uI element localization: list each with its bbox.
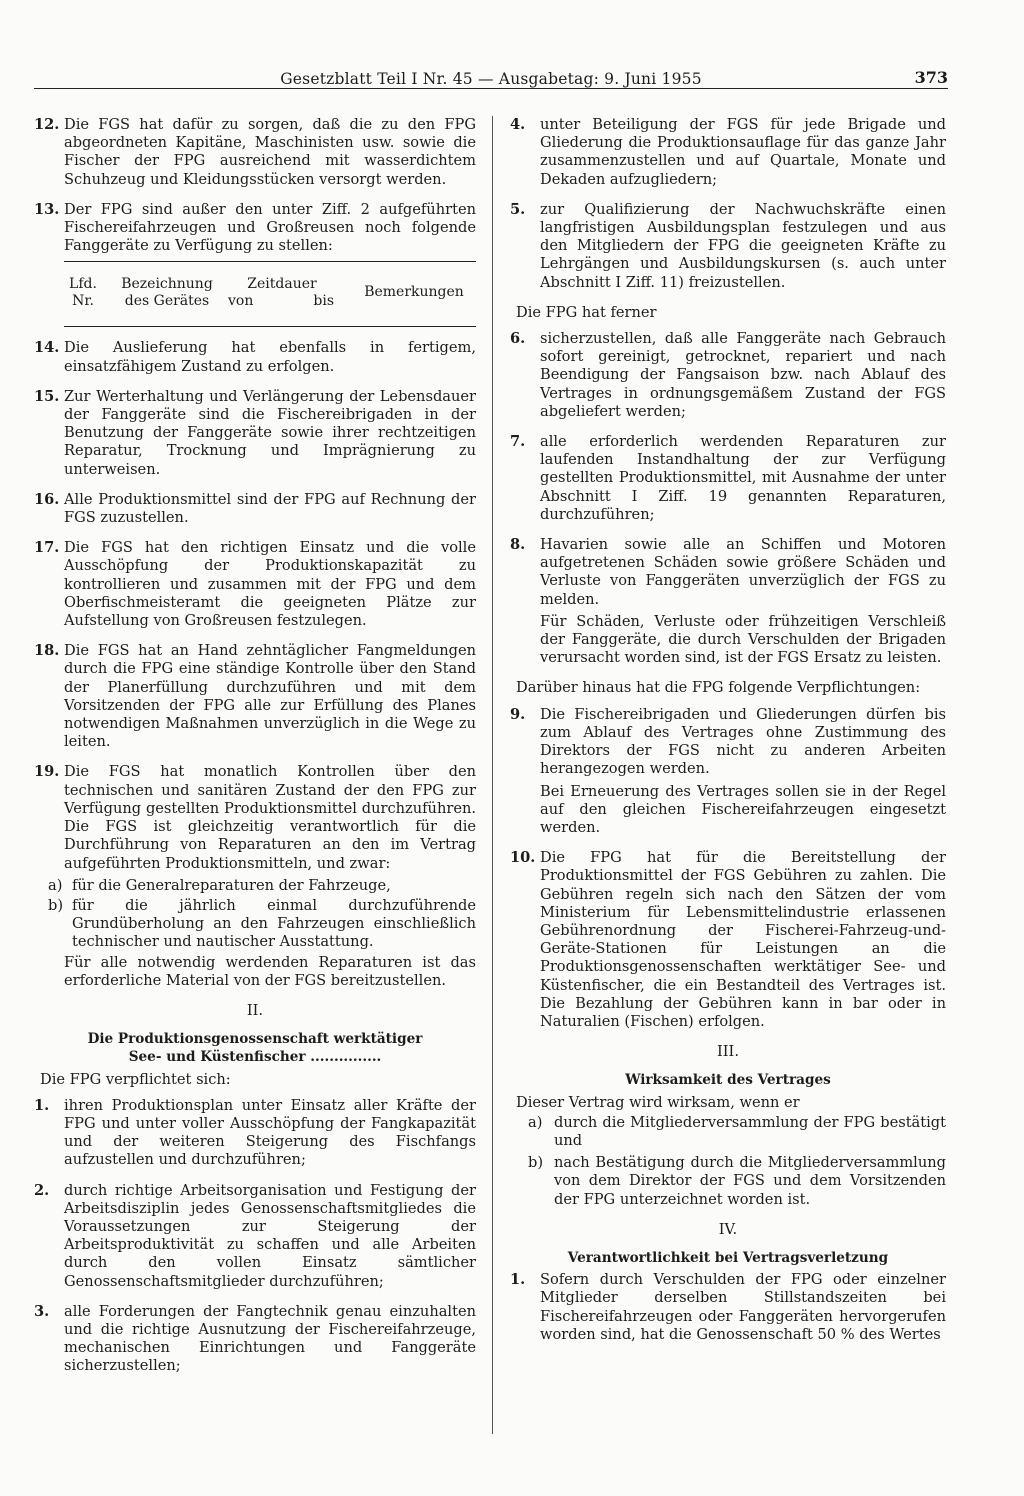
clause-text: Die FGS hat den richtigen Einsatz und die volle Ausschöpfung der Produktionskapazität zu kontrollieren und zusammen mit der FPG und dem Oberfischmeisteramt die geeigneten Plätze zur Aufstellung von Großreusen festzulegen.	[64, 539, 476, 630]
section-2-intro: Die FPG verpflichtet sich:	[40, 1070, 231, 1088]
section-4-title: Verantwortlichkeit bei Vertragsverletzung	[567, 1249, 889, 1266]
col-von: von	[228, 293, 254, 310]
section-3-numeral: III.	[717, 1043, 739, 1061]
duty-6	[510, 330, 946, 421]
clause-text: Sofern durch Verschulden der FPG oder einzelner Mitglieder derselben Stillstandszeiten bei Fischereifahrzeugen oder Fanggeräten hervorgerufen worden sind, hat die Genossenschaft 50 % des Wertes	[540, 1271, 946, 1343]
section-3-sub-b	[510, 1154, 946, 1209]
sub-letter: b)	[48, 896, 64, 914]
page-number: 373	[914, 68, 948, 87]
clause-19-sub-a	[34, 877, 476, 895]
col-von-bis	[222, 293, 342, 310]
left-column	[34, 116, 476, 1388]
clause-12	[34, 116, 476, 189]
clause-text: Die FPG hat für die Bereitstellung der Produktionsmittel der FGS Gebühren zu zahlen. Die Gebühren regeln sich nach den Sätzen der vom Ministerium für Lebensmittelindustrie erlassenen Gebührenordnung der Fischerei-Fahrzeug-und-Geräte-Stationen für Leistungen an die Produktionsgenossenschaften werktätiger See- und Küstenfischer, die ein Bestandteil des Vertrages ist. Die Bezahlung der Gebühren kann in bar oder in Naturalien (Fischen) erfolgen.	[540, 849, 946, 1030]
clause-number: 4.	[510, 116, 526, 133]
clause-text: Die FGS hat monatlich Kontrollen über den technischen und sanitären Zustand der den FPG zur Verfügung gestellten Produktionsmittel durchzuführen. Die FGS ist gleichzeitig verantwortlich für die Durchführung von Reparaturen an den im Vertrag aufgeführten Produktionsmitteln, und zwar:	[64, 763, 476, 872]
clause-number: 8.	[510, 536, 526, 554]
col-nr: Nr.	[72, 293, 94, 310]
ferner-intro: Die FPG hat ferner	[516, 303, 657, 321]
clause-number: 18.	[34, 642, 60, 660]
sub-text: für die jährlich einmal durchzuführende Grundüberholung an den Fahrzeugen einschließlich technischer und nautischer Ausstattung.	[72, 896, 476, 951]
col-bezeichnung-line1: Bezeichnung	[121, 276, 213, 293]
clause-number: 16.	[34, 490, 60, 508]
duty-2	[34, 1182, 476, 1291]
clause-text: alle erforderlich werdenden Reparaturen zur laufenden Instandhaltung der zur Verfügung gestellten Produktionsmittel, mit Ausnahme der unter Abschnitt I Ziff. 19 genannten Reparaturen, durchzuführen;	[540, 433, 946, 523]
clause-14	[34, 339, 476, 375]
clause-number: 13.	[34, 200, 60, 218]
clause-text: Die FGS hat an Hand zehntäglicher Fangmeldungen durch die FPG eine ständige Kontrolle über den Stand der Planerfüllung durchzuführen und mit dem Vorsitzenden der FPG alle zur Erfüllung des Planes notwendigen Maßnahmen unverzüglich in die Wege zu leiten.	[64, 642, 476, 751]
clause-number: 3.	[34, 1302, 50, 1320]
sub-letter: b)	[528, 1154, 544, 1172]
column-divider	[492, 116, 493, 1434]
duty-1	[34, 1097, 476, 1170]
col-zeitdauer-label: Zeitdauer	[247, 276, 317, 293]
sub-text: nach Bestätigung durch die Mitgliederversammlung von dem Direktor der FGS und dem Vorsitzenden der FPG unterzeichnet worden ist.	[554, 1154, 946, 1208]
col-lfd: Lfd.	[69, 276, 97, 293]
col-zeitdauer	[222, 276, 342, 310]
fanggeraete-table-header	[64, 261, 476, 327]
clause-17	[34, 539, 476, 630]
clause-text: durch richtige Arbeitsorganisation und Festigung der Arbeitsdisziplin jedes Genossenschaftsmitgliedes die Voraussetzungen zur Steigerung der Arbeitsproduktivität zu schaffen und alle Arbeiten durch den vollen Einsatz sämtlicher Genossenschaftsmitglieder durchzuführen;	[64, 1181, 476, 1290]
clause-text: Der FPG sind außer den unter Ziff. 2 aufgeführten Fischereifahrzeugen und Großreusen noch folgende Fanggeräte zu Verfügung zu stellen:	[64, 200, 476, 255]
col-bemerkungen: Bemerkungen	[364, 284, 464, 301]
right-column	[510, 116, 946, 1356]
clause-number: 14.	[34, 339, 60, 357]
liability-1	[510, 1271, 946, 1344]
clause-text: Alle Produktionsmittel sind der FPG auf Rechnung der FGS zuzustellen.	[64, 490, 476, 527]
darueber-hinaus-intro: Darüber hinaus hat die FPG folgende Verpflichtungen:	[516, 679, 921, 697]
obligation-10	[510, 849, 946, 1031]
clause-19	[34, 763, 476, 872]
clause-text: zur Qualifizierung der Nachwuchskräfte einen langfristigen Ausbildungsplan festzulegen und aus den Mitgliedern der FPG die geeigneten Kräfte zu Lehrgängen und Ausbildungskursen (s. auch unter Abschnitt I Ziff. 11) freizustellen.	[540, 200, 946, 291]
header-title: Gesetzblatt Teil I Nr. 45 — Ausgabetag: 9. Juni 1955	[280, 70, 702, 88]
clause-number: 5.	[510, 200, 526, 218]
clause-19-closing: Für alle notwendig werdenden Reparaturen ist das erforderliche Material von der FGS bereitzustellen.	[64, 953, 476, 989]
col-lfd-nr	[66, 276, 100, 310]
clause-text: sicherzustellen, daß alle Fanggeräte nach Gebrauch sofort gereinigt, getrocknet, repariert und nach Beendigung der Fangsaison bzw. nach Ablauf des Vertrages in ordnungsgemäßem Zustand der FGS abgeliefert werden;	[540, 330, 946, 420]
sub-text: durch die Mitgliederversammlung der FPG bestätigt und	[554, 1113, 946, 1149]
clause-text: Havarien sowie alle an Schiffen und Motoren aufgetretenen Schäden sowie größere Schäden und Verluste von Fanggeräten unverzüglich der FGS zu melden.	[540, 536, 946, 608]
duty-3	[34, 1303, 476, 1376]
clause-number: 12.	[34, 116, 60, 133]
clause-number: 17.	[34, 539, 60, 557]
duty-8-paragraph: Für Schäden, Verluste oder frühzeitigen Verschleiß der Fanggeräte, die durch Verschulden der Brigaden verursacht worden sind, ist der FGS Ersatz zu leisten.	[540, 612, 946, 667]
clause-19-sub-b	[34, 897, 476, 952]
clause-text: Die Fischereibrigaden und Gliederungen dürfen bis zum Ablauf des Vertrages ohne Zustimmung des Direktors der FGS nicht zu anderen Arbeiten herangezogen werden.	[540, 705, 946, 778]
clause-text: unter Beteiligung der FGS für jede Brigade und Gliederung die Produktionsauflage für das ganze Jahr zusammenzustellen und auf Quartale, Monate und Dekaden aufzugliedern;	[540, 116, 946, 188]
clause-text: alle Forderungen der Fangtechnik genau einzuhalten und die richtige Ausnutzung der Fischereifahrzeuge, mechanischen Einrichtungen und Fanggeräte sicherzustellen;	[64, 1302, 476, 1375]
clause-number: 19.	[34, 763, 60, 781]
clause-text: Die Auslieferung hat ebenfalls in fertigem, einsatzfähigem Zustand zu erfolgen.	[64, 339, 476, 375]
obligation-9	[510, 706, 946, 779]
section-2-numeral: II.	[246, 1001, 264, 1019]
clause-number: 1.	[510, 1271, 526, 1289]
duty-7	[510, 433, 946, 524]
clause-number: 10.	[510, 849, 536, 867]
col-bezeichnung-line2: des Gerätes	[124, 293, 210, 310]
clause-text: Zur Werterhaltung und Verlängerung der Lebensdauer der Fanggeräte sind die Fischereibrigaden in der Benutzung der Fanggeräte sowie ihrer rechtzeitigen Reparatur, Trocknung und Imprägnierung zu unterweisen.	[64, 387, 476, 478]
duty-8	[510, 536, 946, 609]
clause-number: 9.	[510, 705, 526, 723]
clause-13	[34, 201, 476, 256]
section-3-sub-a	[510, 1114, 946, 1150]
clause-number: 1.	[34, 1096, 50, 1114]
clause-number: 2.	[34, 1181, 50, 1199]
page-header	[34, 62, 948, 89]
sub-text: für die Generalreparaturen der Fahrzeuge,	[72, 876, 391, 894]
clause-number: 15.	[34, 387, 60, 405]
section-3-title: Wirksamkeit des Vertrages	[625, 1072, 831, 1089]
obligation-9-paragraph: Bei Erneuerung des Vertrages sollen sie in der Regel auf den gleichen Fischereifahrzeugen eingesetzt werden.	[540, 782, 946, 836]
clause-text: Die FGS hat dafür zu sorgen, daß die zu den FPG abgeordneten Kapitäne, Maschinisten usw. sowie die Fischer der FPG ausreichend mit wasserdichtem Schuhzeug und Kleidungsstücken versorgt werden.	[64, 116, 476, 188]
clause-number: 7.	[510, 433, 526, 451]
clause-text: ihren Produktionsplan unter Einsatz aller Kräfte der FPG und unter voller Ausschöpfung der Fangkapazität und der weiteren Steigerung des Fischfangs aufzustellen und durchzuführen;	[64, 1096, 476, 1169]
col-bis: bis	[313, 293, 334, 310]
duty-5	[510, 201, 946, 292]
clause-15	[34, 388, 476, 479]
clause-18	[34, 642, 476, 751]
section-2-title-line1: Die Produktionsgenossenschaft werktätiger	[87, 1031, 423, 1048]
sub-letter: a)	[528, 1113, 543, 1131]
col-bezeichnung	[116, 276, 218, 310]
section-2-title-line2: See- und Küstenfischer ...............	[128, 1049, 382, 1066]
sub-letter: a)	[48, 876, 63, 894]
section-3-intro: Dieser Vertrag wird wirksam, wenn er	[516, 1093, 800, 1111]
clause-number: 6.	[510, 330, 526, 348]
duty-4	[510, 116, 946, 189]
clause-16	[34, 491, 476, 527]
section-4-numeral: IV.	[718, 1220, 738, 1238]
